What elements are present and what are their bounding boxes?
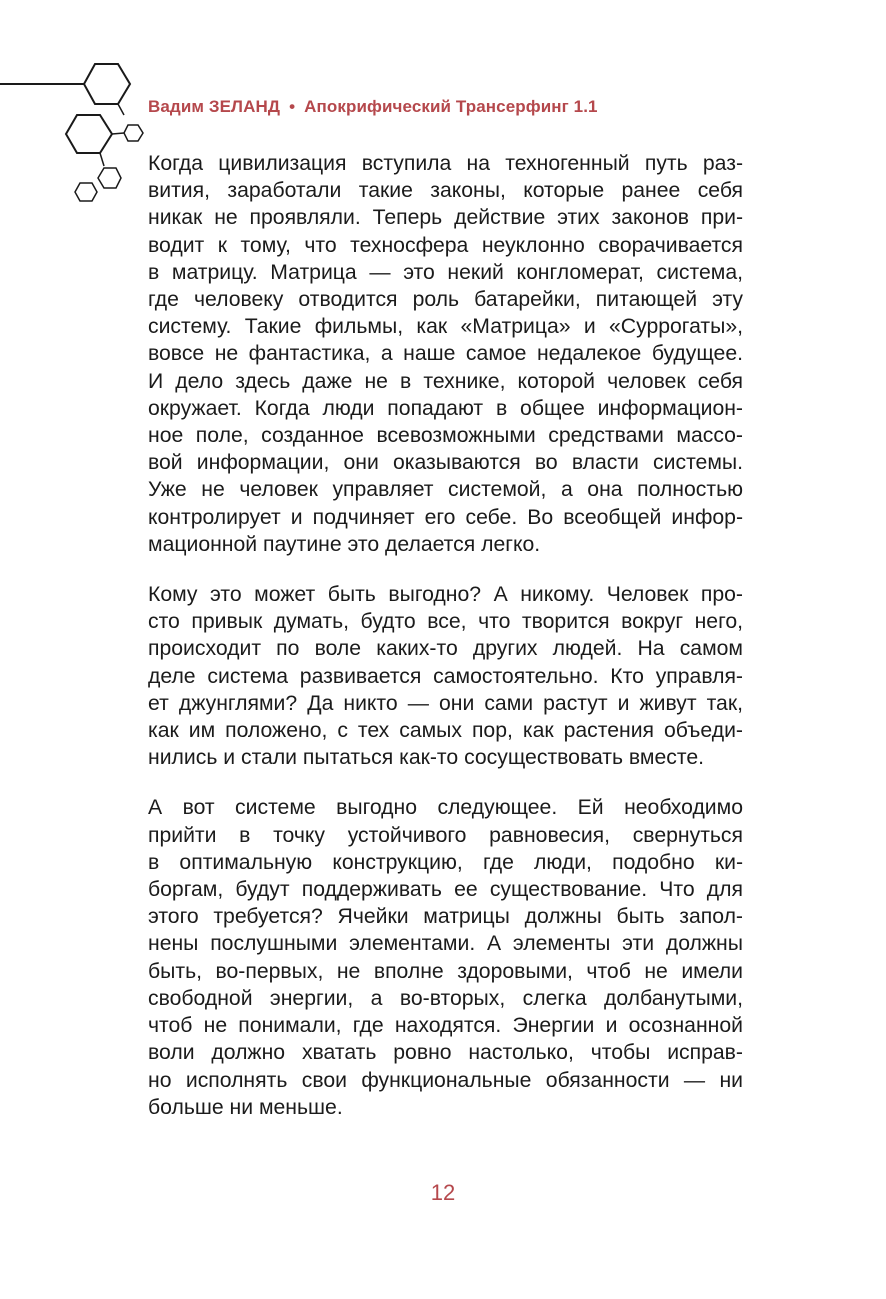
hexagon-small-right-icon [124, 125, 143, 141]
text-line: деле система развивается самостоятельно. Кто управля- [148, 664, 743, 688]
header-book-title: Апокрифический Трансерфинг 1.1 [304, 97, 598, 116]
text-line: мационной паутине это делается легко. [148, 532, 541, 556]
hexagon-decoration-icon [0, 0, 150, 210]
paragraph-1 [148, 150, 743, 558]
text-line: больше ни меньше. [148, 1095, 343, 1119]
text-line: вития, заработали такие законы, которые ранее себя [148, 179, 743, 203]
hexagon-large-top-icon [84, 64, 130, 104]
text-line: Кому это может быть выгодно? А никому. Человек про- [148, 583, 743, 607]
text-line: воли должно хватать ровно настолько, чтобы исправ- [148, 1041, 743, 1065]
text-line: нились и стали пытаться как-то сосуществовать вместе. [148, 746, 705, 770]
text-line: Уже не человек управляет системой, а она полностью [148, 478, 743, 502]
text-line: нены послушными элементами. А элементы эти должны [148, 932, 743, 956]
hexagon-small-middle-icon [98, 168, 121, 188]
text-line: чтоб не понимали, где находятся. Энергии и осознанной [148, 1014, 743, 1038]
running-header [148, 97, 598, 117]
paragraph-3 [148, 794, 743, 1120]
text-line: окружает. Когда люди попадают в общее информацион- [148, 396, 743, 420]
text-line: Когда цивилизация вступила на техногенный путь раз- [148, 152, 743, 175]
text-line: как им положено, с тех самых пор, как растения объеди- [148, 719, 743, 743]
text-line: но исполнять свои функциональные обязанности — ни [148, 1068, 743, 1092]
text-line: свободной энергии, а во-вторых, слегка долбанутыми, [148, 986, 743, 1010]
main-text [148, 150, 743, 1144]
text-line: этого требуется? Ячейки матрицы должны быть запол- [148, 905, 743, 929]
text-line: боргам, будут поддерживать ее существование. Что для [148, 878, 743, 902]
text-line: ное поле, созданное всевозможными средствами массо- [148, 424, 743, 448]
text-line: систему. Такие фильмы, как «Матрица» и «Суррогаты», [148, 315, 743, 339]
text-line: вовсе не фантастика, а наше самое недалекое будущее. [148, 342, 743, 366]
text-line: вой информации, они оказываются во власти системы. [148, 451, 743, 475]
page-number: 12 [430, 1180, 456, 1205]
text-line: быть, во-первых, не вполне здоровыми, чтоб не имели [148, 959, 743, 983]
text-line: И дело здесь даже не в технике, которой человек себя [148, 369, 743, 393]
text-line: ет джунглями? Да никто — они сами растут и живут так, [148, 691, 743, 715]
text-line: в оптимальную конструкцию, где люди, подобно ки- [148, 850, 743, 874]
text-line: никак не проявляли. Теперь действие этих законов при- [148, 206, 743, 230]
hexagon-large-left-icon [66, 115, 112, 153]
header-author: Вадим ЗЕЛАНД [148, 97, 281, 116]
hexagon-small-bottom-icon [75, 183, 97, 201]
text-line: водит к тому, что техносфера неуклонно сворачивается [148, 233, 743, 257]
text-line: в матрицу. Матрица — это некий конгломерат, система, [148, 260, 743, 284]
text-line: где человеку отводится роль батарейки, питающей эту [148, 288, 743, 312]
header-separator: • [289, 97, 296, 116]
text-line: А вот системе выгодно следующее. Ей необходимо [148, 796, 743, 820]
text-line: сто привык думать, будто все, что творится вокруг него, [148, 610, 743, 634]
paragraph-2 [148, 581, 743, 771]
text-line: прийти в точку устойчивого равновесия, свернуться [148, 823, 743, 847]
text-line: контролирует и подчиняет его себе. Во всеобщей инфор- [148, 505, 743, 529]
text-line: происходит по воле каких-то других людей. На самом [148, 637, 743, 661]
